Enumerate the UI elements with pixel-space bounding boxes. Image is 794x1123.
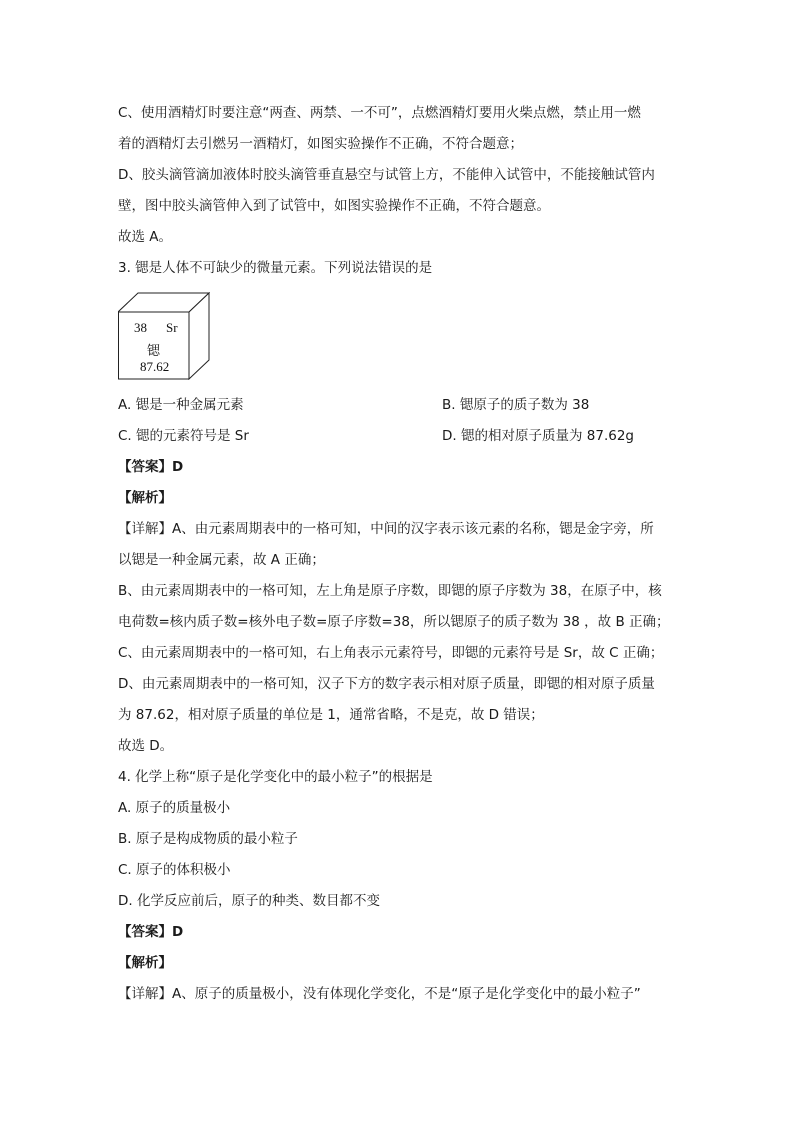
- text-line: 故选 A。: [118, 229, 173, 245]
- element-symbol: Sr: [166, 320, 178, 335]
- option-a: A. 锶是一种金属元素: [118, 397, 244, 413]
- text-line: 电荷数=核内质子数=核外电子数=原子序数=38，所以锶原子的质子数为 38 ，故 B 正确；: [118, 614, 670, 630]
- text-line: D、胶头滴管滴加液体时胶头滴管垂直悬空与试管上方，不能伸入试管中，不能接触试管内: [118, 167, 655, 183]
- option-c: C. 锶的元素符号是 Sr: [118, 428, 249, 444]
- atomic-mass: 87.62: [140, 359, 170, 374]
- text-line: 【详解】A、原子的质量极小，没有体现化学变化，不是“原子是化学变化中的最小粒子”: [118, 986, 641, 1002]
- periodic-element-cell: [118, 292, 210, 380]
- option-c: C. 原子的体积极小: [118, 862, 231, 878]
- analysis-label: 【解析】: [118, 490, 172, 506]
- text-line: C、使用酒精灯时要注意“两查、两禁、一不可”，点燃酒精灯要用火柴点燃，禁止用一燃: [118, 105, 641, 121]
- text-line: B、由元素周期表中的一格可知，左上角是原子序数，即锶的原子序数为 38，在原子中，核: [118, 583, 662, 599]
- analysis-label: 【解析】: [118, 955, 172, 971]
- option-b: B. 原子是构成物质的最小粒子: [118, 831, 298, 847]
- text-line: 以锶是一种金属元素，故 A 正确；: [118, 552, 325, 568]
- text-line: 壁，图中胶头滴管伸入到了试管中，如图实验操作不正确，不符合题意。: [118, 198, 550, 214]
- option-d: D. 化学反应前后，原子的种类、数目都不变: [118, 893, 380, 909]
- question-3: 3. 锶是人体不可缺少的微量元素。下列说法错误的是: [118, 260, 433, 276]
- element-name: 锶: [147, 344, 161, 359]
- text-line: C、由元素周期表中的一格可知，右上角表示元素符号，即锶的元素符号是 Sr，故 C 正确；: [118, 645, 664, 661]
- text-line: 【详解】A、由元素周期表中的一格可知，中间的汉字表示该元素的名称，锶是金字旁，所: [118, 521, 654, 537]
- option-b: B. 锶原子的质子数为 38: [442, 397, 590, 413]
- text-line: 故选 D。: [118, 738, 174, 754]
- answer-label: 【答案】D: [118, 924, 184, 940]
- answer-label: 【答案】D: [118, 459, 184, 475]
- text-line: D、由元素周期表中的一格可知，汉子下方的数字表示相对原子质量，即锶的相对原子质量: [118, 676, 655, 692]
- option-a: A. 原子的质量极小: [118, 800, 231, 816]
- question-4: 4. 化学上称“原子是化学变化中的最小粒子”的根据是: [118, 769, 433, 785]
- text-line: 着的酒精灯去引燃另一酒精灯，如图实验操作不正确，不符合题意；: [118, 136, 523, 152]
- atomic-number: 38: [134, 320, 147, 335]
- option-d: D. 锶的相对原子质量为 87.62g: [442, 428, 634, 444]
- text-line: 为 87.62，相对原子质量的单位是 1，通常省略，不是克，故 D 错误；: [118, 707, 544, 723]
